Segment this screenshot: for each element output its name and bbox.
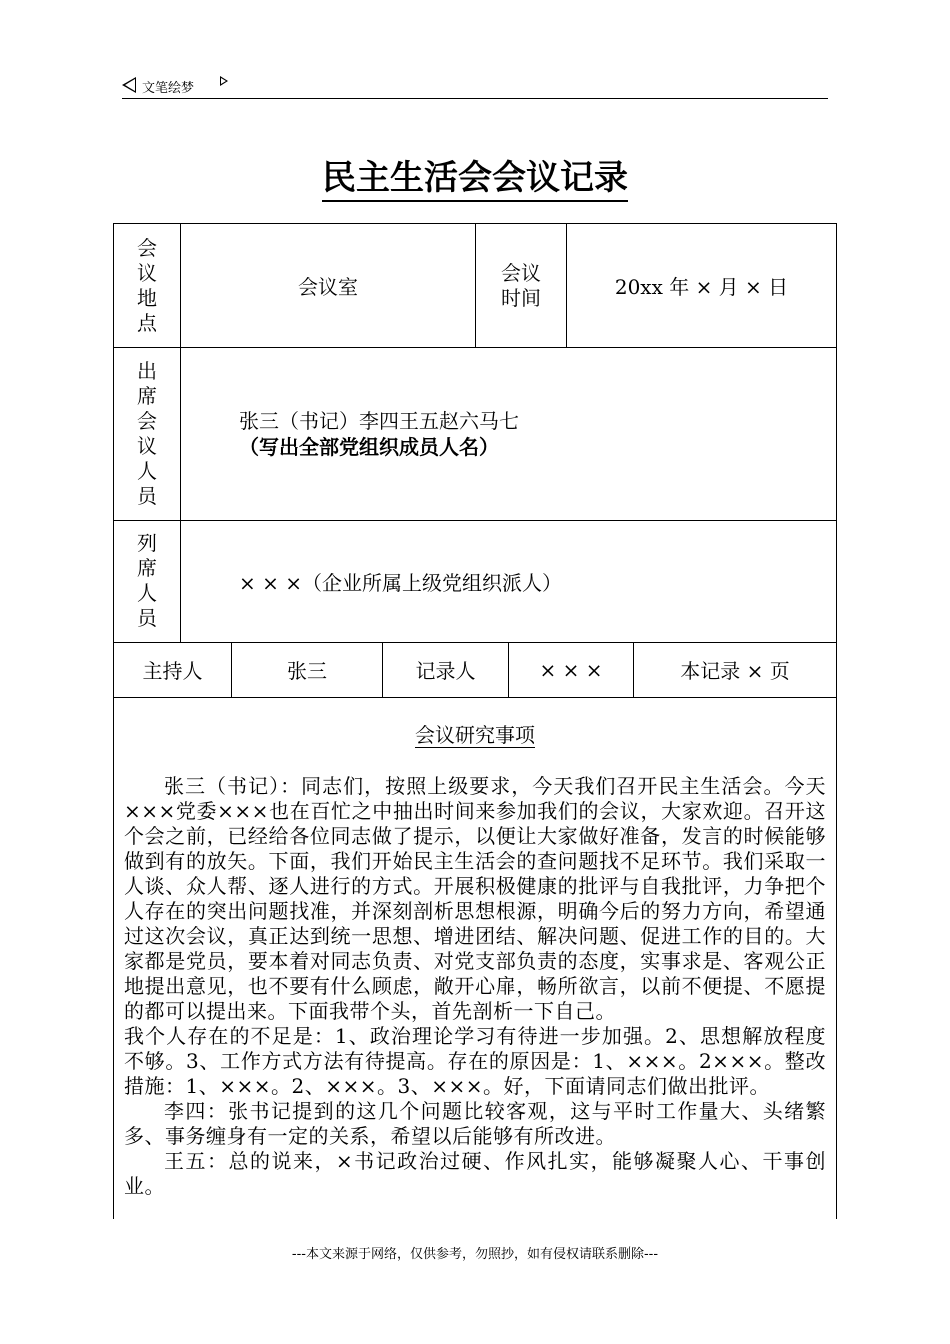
- meeting-transcript: [124, 774, 826, 1199]
- transcript-paragraph: 王五：总的说来，×书记政治过硬、作风扎实，能够凝聚人心、干事创业。: [124, 1149, 826, 1198]
- time-label-cell: [476, 224, 567, 347]
- section-title: 会议研究事项: [415, 723, 535, 747]
- document-title: 民主生活会会议记录: [0, 150, 950, 199]
- attendees-value: 张三（书记）李四王五赵六马七: [239, 408, 519, 433]
- row-location-time: [114, 224, 836, 348]
- location-label-cell: [114, 224, 181, 347]
- label-char: 会: [137, 408, 157, 433]
- attendees-label: [114, 347, 180, 520]
- recorder-label-cell: [383, 642, 509, 697]
- row-attendees: [114, 347, 836, 521]
- label-char: 议: [137, 260, 157, 285]
- label-char: 议: [137, 433, 157, 458]
- transcript-paragraph: 张三（书记）：同志们，按照上级要求，今天我们召开民主生活会。今天×××党委×××也在百忙之中抽出时间来参加我们的会议，大家欢迎。召开这个会之前，已经给各位同志做了提示，以便让大家做好准备，发言的时候能够做到有的放矢。下面，我们开始民主生活会的查问题找不足环节。我们采取一人谈、众人帮、逐人进行的方式。开展积极健康的批评与自我批评，力争把个人存在的突出问题找准，并深刻剖析思想根源，明确今后的努力方向，希望通过这次会议，真正达到统一思想、增进团结、解决问题、促进工作的目的。大家都是党员，要本着对同志负责、对党支部负责的态度，实事求是、客观公正地提出意见，也不要有什么顾虑，敞开心扉，畅所欲言，以前不便提、不愿提的都可以提出来。下面我带个头，首先剖析一下自己。: [124, 774, 826, 1023]
- observers-value: × × ×（企业所属上级党组织派人）: [239, 570, 562, 595]
- host-value: 张三: [287, 659, 327, 683]
- observers-label: [114, 520, 180, 642]
- time-value: 20xx 年 × 月 × 日: [614, 275, 789, 299]
- location-value-cell: [181, 224, 476, 347]
- label-char: 人: [137, 581, 157, 605]
- label-char: 列: [137, 531, 157, 555]
- label-char: 地: [137, 285, 157, 310]
- label-char: 席: [137, 556, 157, 580]
- recorder-label: 记录人: [415, 659, 476, 683]
- attendees-value-cell: [181, 347, 836, 520]
- label-char: 会: [137, 235, 157, 260]
- label-char: 员: [137, 483, 157, 508]
- host-label: 主持人: [142, 659, 203, 683]
- transcript-paragraph: 李四：张书记提到的这几个问题比较客观，这与平时工作量大、头绪繁多、事务缠身有一定的关系，希望以后能够有所改进。: [124, 1099, 826, 1148]
- attendees-note: （写出全部党组织成员人名）: [239, 434, 499, 459]
- observers-value-cell: [181, 520, 836, 642]
- row-observers: [114, 520, 836, 643]
- header-brand: 文笔绘梦: [142, 81, 195, 96]
- label-char: 人: [137, 458, 157, 483]
- time-value-cell: [567, 224, 836, 347]
- observers-label-cell: [114, 520, 181, 642]
- page-header: [122, 72, 828, 99]
- recorder-value: × × ×: [539, 657, 603, 682]
- time-label-line1: 会议: [501, 260, 541, 285]
- recorder-value-cell: [509, 642, 634, 697]
- label-char: 席: [137, 383, 157, 408]
- pages-value: 本记录 × 页: [680, 659, 790, 683]
- location-label: [114, 224, 180, 347]
- triangle-left-icon: [122, 77, 136, 93]
- pages-cell: [634, 642, 836, 697]
- location-value: 会议室: [298, 275, 358, 299]
- host-value-cell: [232, 642, 383, 697]
- row-host-recorder: [114, 642, 836, 698]
- label-char: 出: [137, 358, 157, 383]
- label-char: 员: [137, 606, 157, 630]
- meeting-content: [114, 697, 836, 1219]
- label-char: 点: [137, 310, 157, 335]
- attendees-label-cell: [114, 347, 181, 520]
- record-table: [113, 223, 837, 1219]
- triangle-right-icon: [220, 76, 228, 86]
- time-label-line2: 时间: [501, 285, 541, 310]
- transcript-paragraph: 我个人存在的不足是：1、政治理论学习有待进一步加强。2、思想解放程度不够。3、工作方式方法有待提高。存在的原因是：1、×××。2×××。整改措施：1、×××。2、×××。3、×××。好，下面请同志们做出批评。: [124, 1024, 826, 1098]
- host-label-cell: [114, 642, 232, 697]
- page-footer: ---本文来源于网络，仅供参考，勿照抄，如有侵权请联系删除---: [291, 1247, 659, 1262]
